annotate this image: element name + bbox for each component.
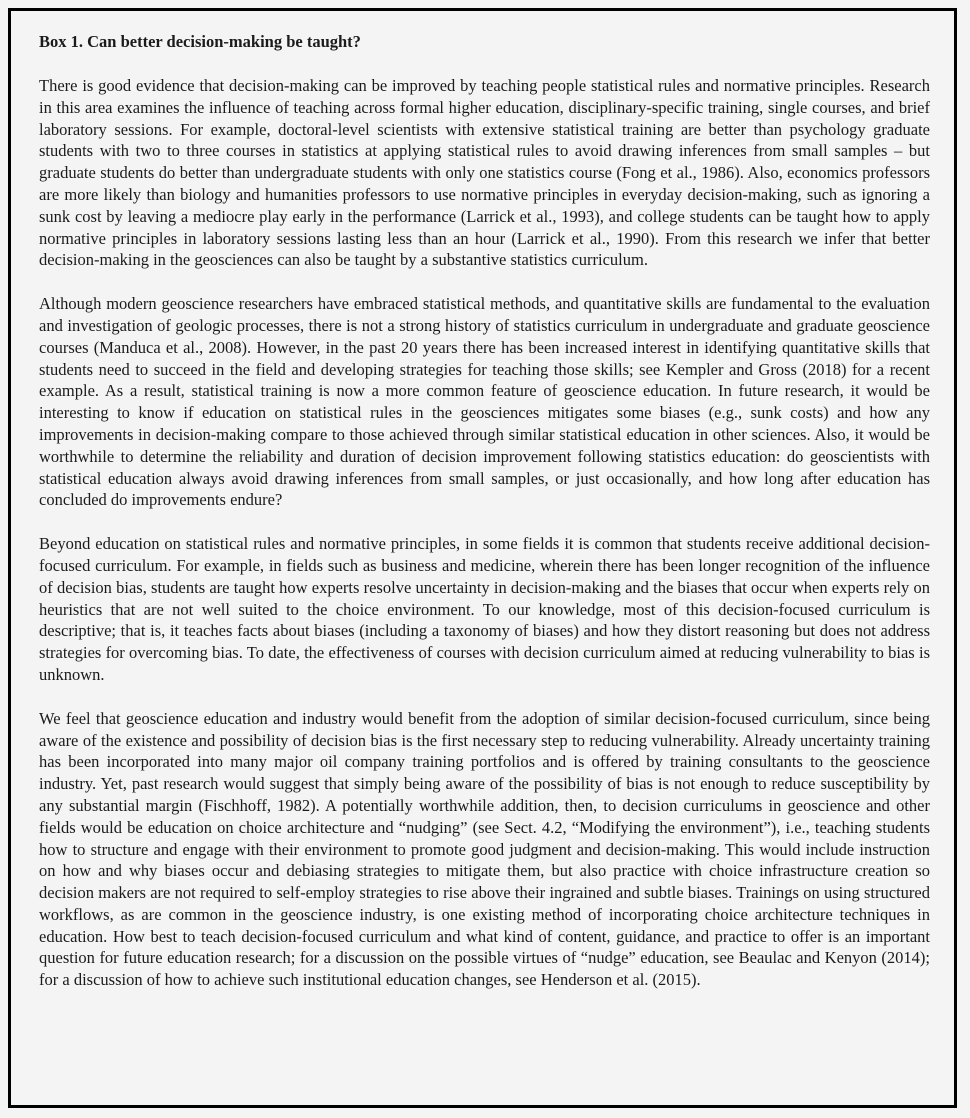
box-paragraph-3: Beyond education on statistical rules and normative principles, in some fields it is common that students receive additional decision-focused curriculum. For example, in fields such as business and medicine, wherein there has been longer recognition of the influence of decision bias, students are taught how experts resolve uncertainty in decision-making and the biases that occur when experts rely on heuristics that are not well suited to the choice environment. To our knowledge, most of this decision-focused curriculum is descriptive; that is, it teaches facts about biases (including a taxonomy of biases) and how they distort reasoning but does not address strategies for overcoming bias. To date, the effectiveness of courses with decision curriculum aimed at reducing vulnerability to bias is unknown.: [39, 534, 930, 684]
box-1-container: [8, 8, 957, 1108]
box-paragraph-4: We feel that geoscience education and industry would benefit from the adoption of similar decision-focused curriculum, since being aware of the existence and possibility of decision bias is the first necessary step to reducing vulnerability. Already uncertainty training has been incorporated into many major oil company training portfolios and is offered by training consultants to the geoscience industry. Yet, past research would suggest that simply being aware of the possibility of bias is not enough to reduce susceptibility by any substantial margin (Fischhoff, 1982). A potentially worthwhile addition, then, to decision curriculums in geoscience and other fields would be education on choice architecture and “nudging” (see Sect. 4.2, “Modifying the environment”), i.e., teaching students how to structure and engage with their environment to promote good judgment and decision-making. This would include instruction on how and why biases occur and debiasing strategies to mitigate them, but also practice with choice infrastructure creation so decision makers are not required to self-employ strategies to rise above their ingrained and subtle biases. Trainings on using structured workflows, as are common in the geoscience industry, is one existing method of incorporating choice architecture techniques in education. How best to teach decision-focused curriculum and what kind of content, guidance, and practice to offer is an important question for future education research; for a discussion on the possible virtues of “nudge” education, see Beaulac and Kenyon (2014); for a discussion of how to achieve such institutional education changes, see Henderson et al. (2015).: [39, 708, 930, 990]
box-paragraph-1: There is good evidence that decision-making can be improved by teaching people statistical rules and normative principles. Research in this area examines the influence of teaching across formal higher education, disciplinary-specific training, single courses, and brief laboratory sessions. For example, doctoral-level scientists with extensive statistical training are better than psychology graduate students with two to three courses in statistics at applying statistical rules to avoid drawing inferences from small samples – but graduate students do better than undergraduate students with only one statistics course (Fong et al., 1986). Also, economics professors are more likely than biology and humanities professors to use normative principles in everyday decision-making, such as ignoring a sunk cost by leaving a mediocre play early in the performance (Larrick et al., 1993), and college students can be taught how to apply normative principles in laboratory sessions lasting less than an hour (Larrick et al., 1990). From this research we infer that better decision-making in the geosciences can also be taught by a substantive statistics curriculum.: [39, 76, 930, 270]
box-paragraph-2: Although modern geoscience researchers have embraced statistical methods, and quantitative skills are fundamental to the evaluation and investigation of geologic processes, there is not a strong history of statistics curriculum in undergraduate and graduate geoscience courses (Manduca et al., 2008). However, in the past 20 years there has been increased interest in identifying quantitative skills that students need to succeed in the field and developing strategies for teaching those skills; see Kempler and Gross (2018) for a recent example. As a result, statistical training is now a more common feature of geoscience education. In future research, it would be interesting to know if education on statistical rules in the geosciences mitigates some biases (e.g., sunk costs) and how any improvements in decision-making compare to those achieved through similar statistical education in other sciences. Also, it would be worthwhile to determine the reliability and duration of decision improvement following statistics education: do geoscientists with statistical education always avoid drawing inferences from small samples, or just occasionally, and how long after education has concluded do improvements endure?: [39, 294, 930, 510]
box-title: Box 1. Can better decision-making be taught?: [39, 32, 361, 51]
